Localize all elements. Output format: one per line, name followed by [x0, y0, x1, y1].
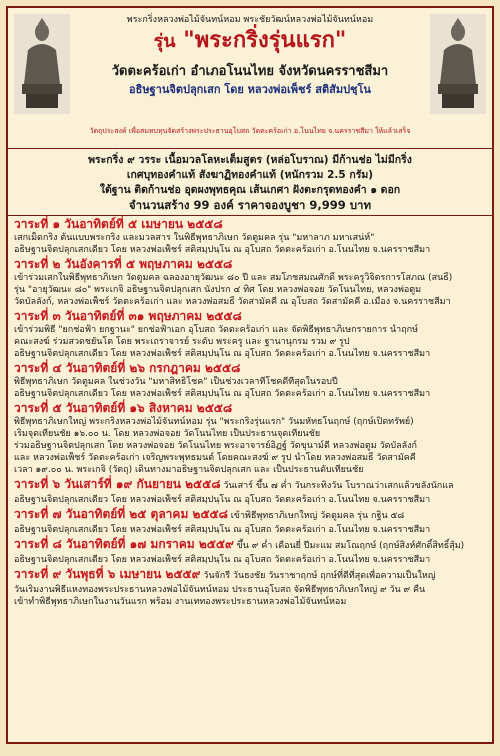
buddha-statue-left-image — [14, 14, 70, 114]
event-title-tail: วันจักรี วันธงชัย วันราชาฤกษ์ ฤกษ์ที่ดีที่สุดเพื่อความเป็นใหญ่ — [200, 571, 436, 581]
event-line: อธิษฐานจิตปลุกเสกเดี่ยว โดย หลวงพ่อเพ็ชร์ สติสมฺปนฺโน ณ อุโบสถ วัดตะคร้อเก่า อ.โนนไทย จ.นครราชสีมา — [14, 555, 431, 565]
series-name: "พระกริ่งรุ่นแรก" — [183, 28, 347, 53]
event-title-tail: เข้าพิธีพุทธาภิเษกใหญ่ วัดตูมคล รุ่น กฐิน ๕๘ — [227, 511, 405, 521]
event-line: รุ่น "อายุวัฒนะ ๘๐" พระเกจิ อธิษฐานจิตปลุกเสก นั่งปรก ๔ ทิศ โดย หลวงพ่อจอย วัดโนนไทย, หลวงพ่อตูม — [14, 285, 422, 295]
spec-line: เกศบุทองคำแท้ สังฆาฏิทองคำแท้ (หนักรวม 2.5 กรัม) — [126, 169, 374, 181]
event-line: วันเริ่มงานพิธีแหงทองพระประธานหลวงพ่อไม้จันทน์หอม ประธานอุโบสถ จัดพิธีพุทธาภิเษกใหญ่ ๙ วัน ๙ คืน — [14, 585, 426, 595]
event-title: วาระที่ ๙ วันพุธที่ ๖ เมษายน ๒๕๕๙ — [14, 567, 201, 581]
series-prefix: รุ่น — [153, 31, 176, 52]
specs-block — [8, 149, 492, 216]
event-title-row — [14, 536, 486, 554]
buddha-statue-right-image — [430, 14, 486, 114]
events-list — [8, 216, 492, 608]
event-line: เข้าร่วมเสกในพิธีพุทธาภิเษก วัดตูมคล ฉลองอายุวัฒนะ ๘๐ ปี และ สมโภชสมณศักดิ์ พระครูวิจิตรการโสภณ (สนธิ์) — [14, 273, 453, 283]
event-title: วาระที่ ๗ วันอาทิตย์ที่ ๒๕ ตุลาคม ๒๕๕๘ — [14, 507, 228, 521]
header-top-line: พระกริ่งหลวงพ่อไม้จันทน์หอม พระชัยวัฒน์หลวงพ่อไม้จันทน์หอม — [126, 15, 374, 25]
event-title: วาระที่ ๒ วันอังคารที่ ๕ พฤษภาคม ๒๕๕๘ — [14, 257, 233, 271]
event-line: เข้าทำพิธีพุทธาภิเษกในงานวันแรก พร้อม งานเททองพระประธานหลวงพ่อไม้จันทน์หอม — [14, 597, 347, 607]
event-title: วาระที่ ๔ วันอาทิตย์ที่ ๒๖ กรกฎาคม ๒๕๕๘ — [14, 361, 241, 375]
event-title-row — [14, 566, 486, 584]
event-line: อธิษฐานจิตปลุกเสกเดี่ยว โดย หลวงพ่อเพ็ชร์ สติสมฺปนฺโน ณ อุโบสถ วัดตะคร้อเก่า อ.โนนไทย จ.นครราชสีมา — [14, 389, 431, 399]
event-title: วาระที่ ๓ วันอาทิตย์ที่ ๓๑ พฤษภาคม ๒๕๕๘ — [14, 309, 242, 323]
header — [8, 8, 492, 149]
event-line: เข้าร่วมพิธี "ยกช่อฟ้า ยกฐานะ" ยกช่อฟ้าเอก อุโบสถ วัดตะคร้อเก่า และ จัดพิธีพุทธาภิเษกรายการ นำฤกษ์ — [14, 325, 419, 335]
event-title-row — [14, 476, 486, 494]
event-title: วาระที่ ๘ วันอาทิตย์ที่ ๑๗ มกราคม ๒๕๕๙ — [14, 537, 234, 551]
event-title: วาระที่ ๕ วันอาทิตย์ที่ ๑๖ สิงหาคม ๒๕๕๘ — [14, 401, 233, 415]
event-line: อธิษฐานจิตปลุกเสกเดี่ยว โดย หลวงพ่อเพ็ชร์ สติสมฺปนฺโน ณ อุโบสถ วัดตะคร้อเก่า อ.โนนไทย จ.นครราชสีมา — [14, 495, 431, 505]
event-line: อธิษฐานจิตปลุกเสกเดี่ยว โดย หลวงพ่อเพ็ชร์ สติสมฺปนฺโน ณ อุโบสถ วัดตะคร้อเก่า อ.โนนไทย จ.นครราชสีมา — [14, 525, 431, 535]
ceremony-line: อธิษฐานจิตปลุกเสก โดย หลวงพ่อเพ็ชร์ สติสัมปชฺโน — [129, 83, 371, 96]
event-line: เสกเม็ดกริ่ง ต้นแบบพระกริ่ง และมวลสาร ในพิธีพุทธาภิเษก วัดตูมคล รุ่น "มหาลาภ มหาเสน่ห์" — [14, 233, 375, 243]
temple-line: วัดตะคร้อเก่า อำเภอโนนไทย จังหวัดนครราชสีมา — [111, 64, 389, 79]
poster — [6, 6, 494, 744]
spec-line: จำนวนสร้าง 99 องค์ ราคาจองบูชา 9,999 บาท — [128, 198, 372, 212]
event-line: พิธีพุทธาภิเษกใหญ่ พระกริ่งหลวงพ่อไม้จันทน์หอม รุ่น "พระกริ่งรุ่นแรก" วันมหัทธโนฤกษ์ (ฤกษ์เปิดทรัพย์) — [14, 417, 414, 427]
spec-line: พระกริ่ง ๙ วรระ เนื้อมวลโลหะเต็มสูตร (หล่อโบราณ) มีก้านช่อ ไม่มีกริ่ง — [88, 154, 412, 166]
event-line: คณะสงฆ์ ร่วมสวดชยันโต โดย พระเถราจารย์ ระดับ พระครู และ ฐานานุกรม รวม ๙ รูป — [14, 337, 350, 347]
event-line: อธิษฐานจิตปลุกเสกเดี่ยว โดย หลวงพ่อเพ็ชร์ สติสมฺปนฺโน ณ อุโบสถ วัดตะคร้อเก่า อ.โนนไทย จ.นครราชสีมา — [14, 245, 431, 255]
event-title-row — [14, 506, 486, 524]
event-line: อธิษฐานจิตปลุกเสกเดี่ยว โดย หลวงพ่อเพ็ชร์ สติสมฺปนฺโน ณ อุโบสถ วัดตะคร้อเก่า อ.โนนไทย จ.นครราชสีมา — [14, 349, 431, 359]
event-title: วาระที่ ๖ วันเสาร์ที่ ๑๙ กันยายน ๒๕๕๘ — [14, 477, 221, 491]
series-title — [72, 28, 428, 55]
event-line: และ หลวงพ่อเพ็ชร์ วัดตะคร้อเก่า เจริญพระพุทธมนต์ โดยคณะสงฆ์ ๙ รูป นำโดย หลวงพ่อสมธิ์ วัดสามัคคี — [14, 453, 416, 463]
purpose-note: วัตถุประสงค์ เพื่อสมทบทุนจัดสร้างพระประธานอุโบสถ วัดตะคร้อเก่า อ.โนนไทย จ.นครราชสีมา ให้แล้วเสร็จ — [89, 127, 411, 135]
event-line: พิธีพุทธาภิเษก วัดตูมคล ในช่วงวัน "มหาสิทธิโชค" เป็นช่วงเวลาที่โชคดีที่สุดในรอบปี — [14, 377, 338, 387]
event-title-tail: ขึ้น ๙ ค่ำ เดือนยี่ ปีมะแม สมโณฤกษ์ (ฤกษ์สิงห์ศักดิ์สิทธิ์สุ้ม) — [233, 541, 465, 551]
event-line: เริ่มจุดเทียนชัย ๑๖.๐๐ น. โดย หลวงพ่อจอย วัดโนนไทย เป็นประธานจุดเทียนชัย — [14, 429, 321, 439]
spec-line: ใต้ฐาน ติดก้านช่อ อุดผงพุทธคุณ เส้นเกศา ฝังตะกรุดทองคำ ๑ ดอก — [99, 184, 401, 196]
event-line: ร่วมอธิษฐานจิตปลุกเสก โดย หลวงพ่อจอย วัดโนนไทย พระอาจารย์อิฏฐ์ วัดขุนาม์ดี หลวงพ่อตูม วัดบัลลังก์ — [14, 441, 418, 451]
event-title-tail: วันเสาร์ ขึ้น ๗ ค่ำ วันกระทิงวัน โบราณว่าเสกแล้วขลังนักแล — [220, 481, 454, 491]
event-title: วาระที่ ๑ วันอาทิตย์ที่ ๕ เมษายน ๒๕๕๘ — [14, 217, 223, 231]
event-line: วัดบัลลังก์, หลวงพ่อเพ็ชร์ วัดตะคร้อเก่า และ หลวงพ่อสมธิ์ วัดสามัคคี ณ อุโบสถ วัดสามัคคี อ.เมือง จ.นครราชสีมา — [14, 297, 451, 307]
event-line: เวลา ๑๙.๐๐ น. พระเกจิ (วัตถุ) เดินทางมาอธิษฐานจิตปลุกเสก และ เป็นประธานดับเทียนชัย — [14, 465, 364, 475]
